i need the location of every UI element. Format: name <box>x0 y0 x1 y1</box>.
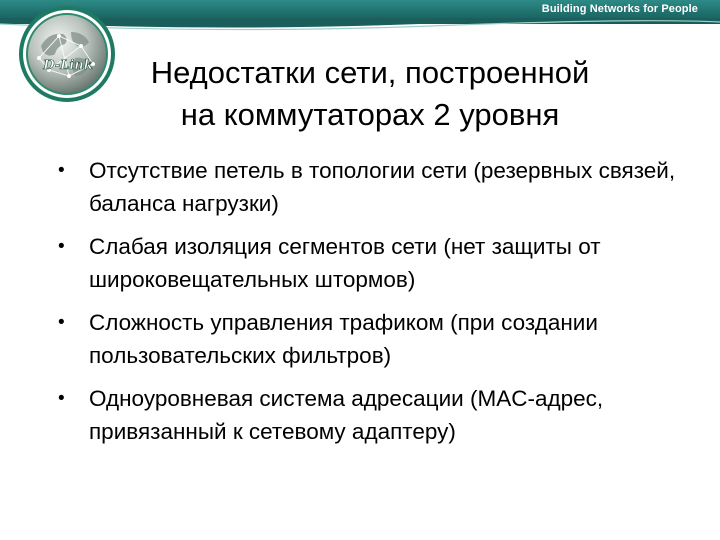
bullet-text: Слабая изоляция сегментов сети (нет защиты от широковещательных штормов) <box>89 234 601 292</box>
bullet-marker: • <box>58 388 65 409</box>
title-line-2: на коммутаторах 2 уровня <box>180 97 560 132</box>
bullet-text: Отсутствие петель в топологии сети (резервных связей, баланса нагрузки) <box>89 158 676 216</box>
bullet-marker: • <box>58 236 65 257</box>
tagline: Building Networks for People <box>541 3 698 15</box>
slide-title <box>120 52 620 136</box>
bullet-text: Сложность управления трафиком (при создании пользовательских фильтров) <box>89 310 598 368</box>
list-item <box>58 306 678 372</box>
bullet-list <box>58 154 678 458</box>
list-item <box>58 154 678 220</box>
list-item <box>58 382 678 448</box>
bullet-marker: • <box>58 160 65 181</box>
title-line-1: Недостатки сети, построенной <box>150 55 590 90</box>
bullet-marker: • <box>58 312 65 333</box>
dlink-globe-logo-icon <box>19 6 115 102</box>
bullet-text: Одноуровневая система адресации (MAC-адрес, привязанный к сетевому адаптеру) <box>89 386 604 444</box>
list-item <box>58 230 678 296</box>
logo-text: D-Link <box>43 58 93 73</box>
